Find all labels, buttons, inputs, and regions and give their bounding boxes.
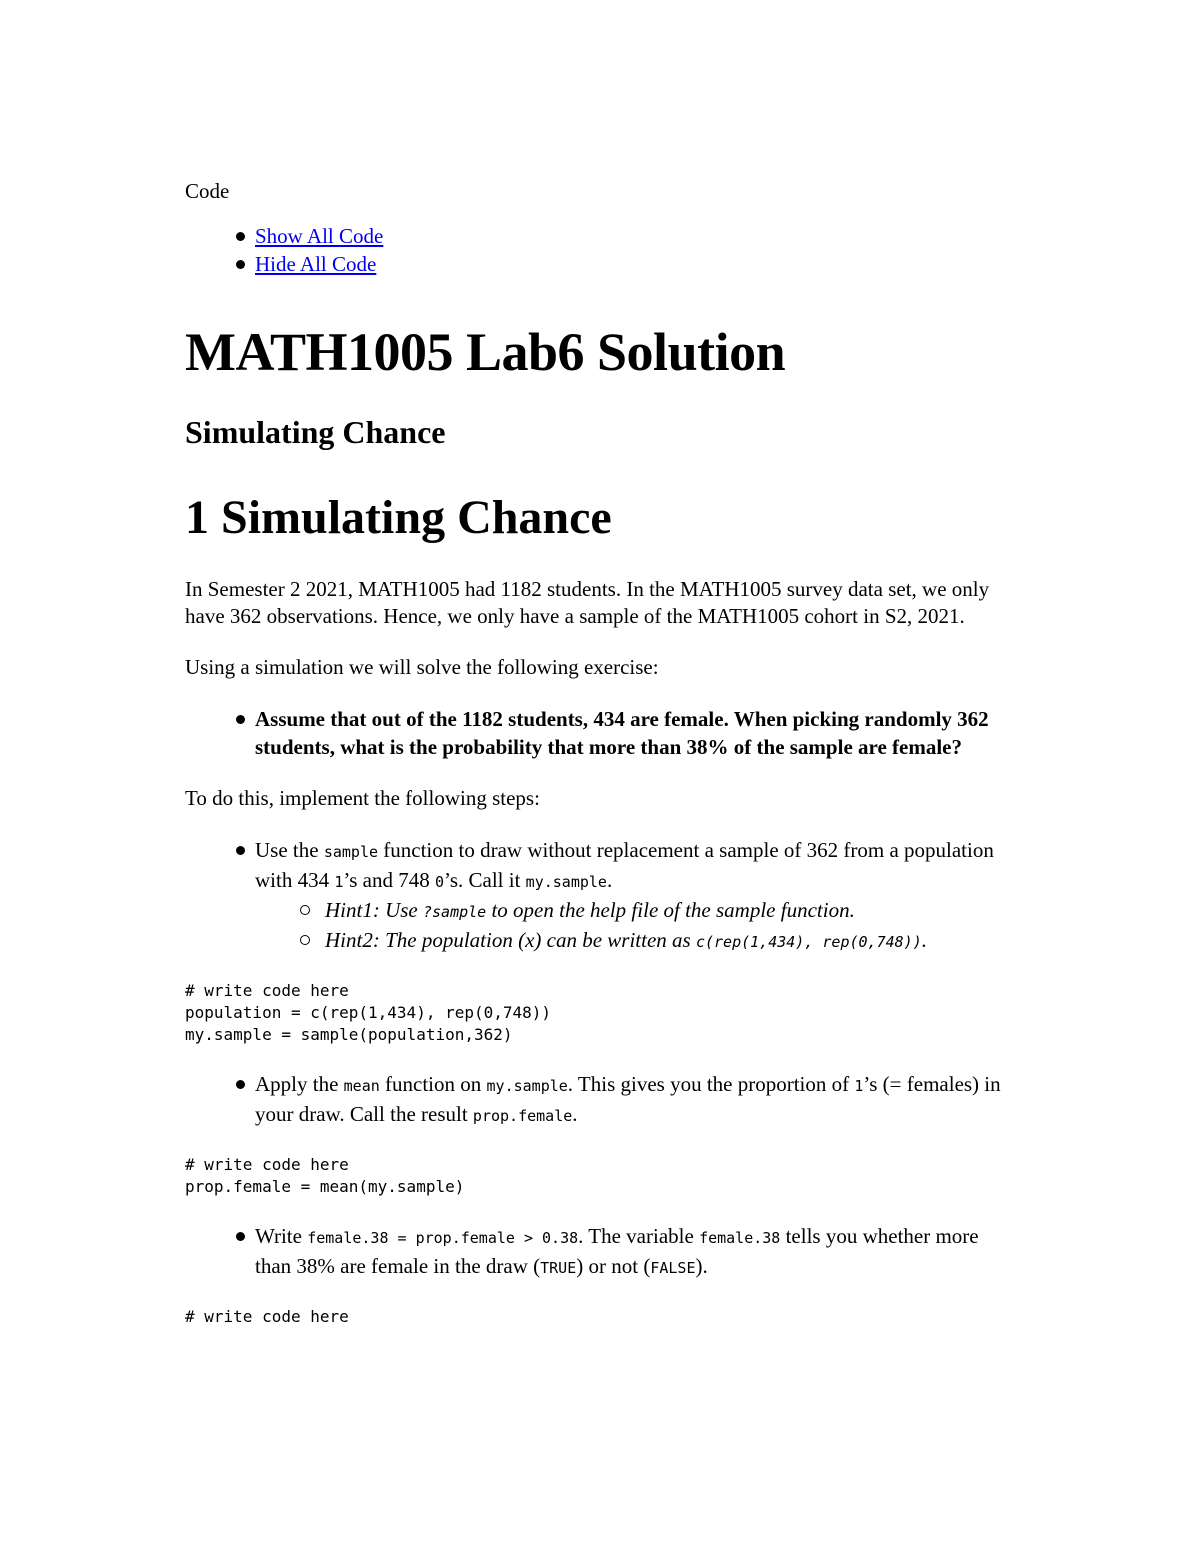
hint-list xyxy=(255,896,1015,956)
steps-intro: To do this, implement the following steps: xyxy=(185,786,540,810)
code-block-2: # write code here prop.female = mean(my.sample) xyxy=(185,1155,465,1196)
hint-2: Hint2: The population (x) can be written as c(rep(1,434), rep(0,748)). xyxy=(325,926,1015,956)
step-1-item: Use the sample function to draw without replacement a sample of 362 from a population with 434 1’s and 748 0’s. Call it my.sample. Hint1: Use ?sample to open the help file of the sample function. Hint2: The population (x) can be written as c(rep(1,434), rep(0,748)). xyxy=(255,836,1015,956)
code-block-1: # write code here population = c(rep(1,434), rep(0,748)) my.sample = sample(population,362) xyxy=(185,981,552,1044)
hide-all-code-link[interactable]: Hide All Code xyxy=(255,252,377,276)
simulation-paragraph: Using a simulation we will solve the following exercise: xyxy=(185,655,659,679)
intro-paragraph: In Semester 2 2021, MATH1005 had 1182 students. In the MATH1005 survey data set, we only have 362 observations. Hence, we only have a sample of the MATH1005 cohort in S2, 2021. xyxy=(185,577,990,628)
step-2-item: Apply the mean function on my.sample. This gives you the proportion of 1’s (= females) in your draw. Call the result prop.female. xyxy=(255,1070,1015,1130)
step-3-item: Write female.38 = prop.female > 0.38. The variable female.38 tells you whether more than 38% are female in the draw (TRUE) or not (FALSE). xyxy=(255,1222,1015,1282)
code-block-3: # write code here xyxy=(185,1307,349,1326)
code-menu-label: Code xyxy=(185,179,230,203)
hint-1: Hint1: Use ?sample to open the help file of the sample function. xyxy=(325,896,1015,926)
exercise-item: Assume that out of the 1182 students, 434 are female. When picking randomly 362 students, what is the probability that more than 38% of the sample are female? xyxy=(255,705,1015,761)
step-list-1 xyxy=(185,836,1015,956)
section-heading: 1 Simulating Chance xyxy=(185,491,612,544)
step-list-2 xyxy=(185,1070,1015,1130)
page-title: MATH1005 Lab6 Solution xyxy=(185,322,786,382)
code-menu-item xyxy=(255,250,1015,278)
code-menu xyxy=(185,222,1015,278)
show-all-code-link[interactable]: Show All Code xyxy=(255,224,384,248)
step-list-3 xyxy=(185,1222,1015,1282)
document-page xyxy=(185,176,1015,1328)
exercise-list xyxy=(185,705,1015,761)
page-subtitle: Simulating Chance xyxy=(185,414,446,450)
code-menu-item xyxy=(255,222,1015,250)
